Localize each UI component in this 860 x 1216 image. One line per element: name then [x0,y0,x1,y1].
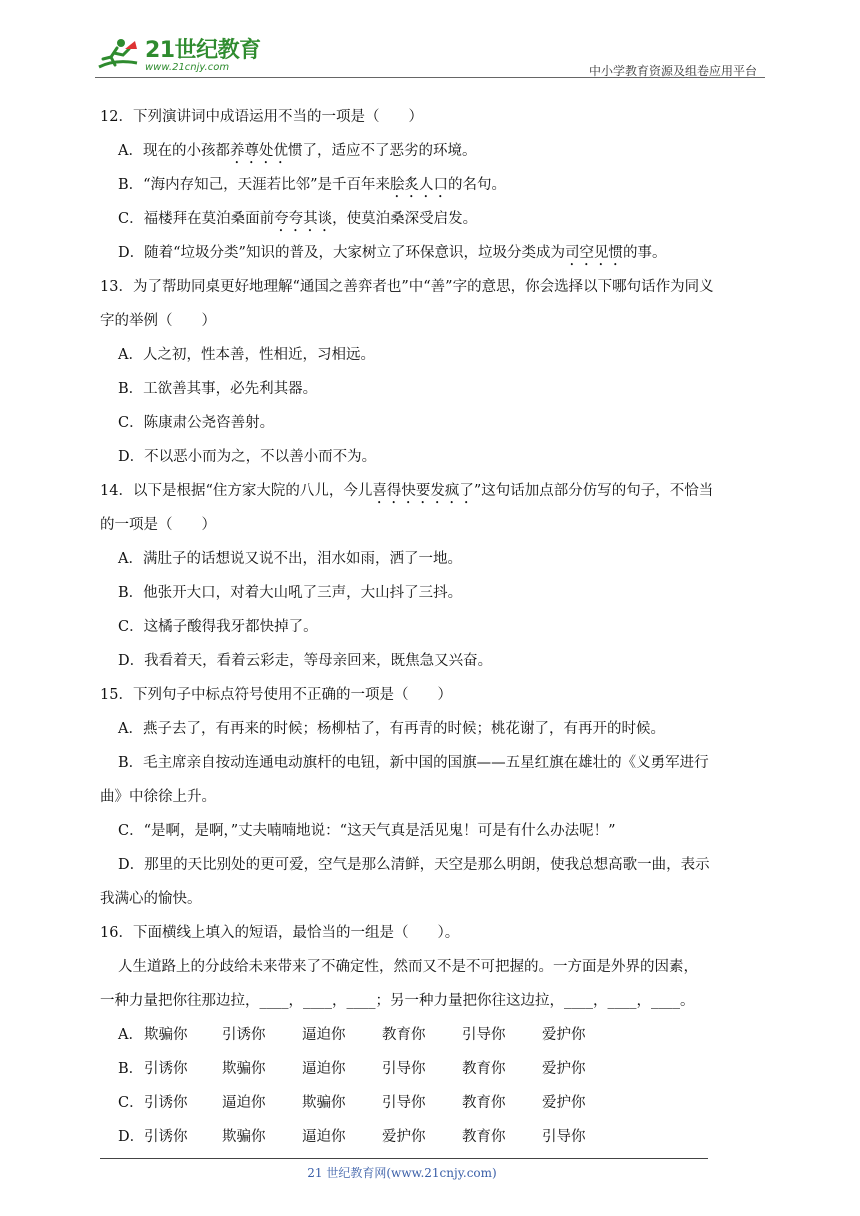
option-item: 引诱你 [222,1027,266,1043]
option-item: 爱护你 [542,1027,586,1043]
question-15-option-b-cont: 曲》中徐徐上升。 [100,789,216,805]
question-14-option-a: A．满肚子的话想说又说不出，泪水如雨，洒了一地。 [118,551,462,567]
option-label: D． [118,1129,145,1145]
text: B．“海内存知己，天涯若比邻”是千百年来 [118,177,390,193]
dotted-text: 养尊处优 [229,143,288,159]
text: C．福楼拜在莫泊桑面前 [118,211,275,227]
option-label: A． [118,1027,143,1043]
question-15-option-d-cont: 我满心的愉快。 [100,891,202,907]
question-15-stem: 15．下列句子中标点符号使用不正确的一项是（ ） [100,687,452,703]
dotted-text: 脍炙人口 [389,177,448,193]
question-14-option-c: C．这橘子酸得我牙都快掉了。 [118,619,318,635]
option-item: 引诱你 [144,1095,188,1111]
question-12-stem: 12．下列演讲词中成语运用不当的一项是（ ） [100,109,423,125]
question-13-option-d: D．不以恶小而为之，不以善小而不为。 [118,449,377,465]
option-item: 引导你 [462,1027,506,1043]
question-15-option-c: C．“是啊，是啊，”丈夫喃喃地说：“这天气真是活见鬼！可是有什么办法呢！” [118,823,616,839]
page-footer: 21 世纪教育网(www.21cnjy.com) [307,1166,497,1180]
text: 惯了，适应不了恶劣的环境。 [287,143,477,159]
question-15-option-b: B．毛主席亲自按动连通电动旗杆的电钮，新中国的国旗——五星红旗在雄壮的《义勇军进行 [118,755,709,771]
text: 14．以下是根据“住方家大院的八儿，今儿 [100,483,373,499]
option-item: 爱护你 [542,1095,586,1111]
option-item: 逼迫你 [222,1095,266,1111]
question-12-option-b [100,168,764,202]
document-body [100,100,764,1154]
platform-name: 中小学教育资源及组卷应用平台 [588,64,757,78]
page-header [95,30,765,78]
question-14-option-d: D．我看着天，看着云彩走，等母亲回来，既焦急又兴奋。 [118,653,493,669]
header-divider [95,77,765,78]
question-16-passage-cont: 一种力量把你往那边拉，____，____，____；另一种力量把你往这边拉，____，____，____。 [100,993,695,1009]
option-label: C． [118,1095,144,1111]
runner-logo-icon [95,37,141,75]
question-16-stem: 16．下面横线上填入的短语，最恰当的一组是（ ）。 [100,925,460,941]
option-label: B． [118,1061,144,1077]
text: A．现在的小孩都 [118,143,230,159]
option-item: 逼迫你 [302,1027,346,1043]
question-14-option-b: B．他张开大口，对着大山吼了三声，大山抖了三抖。 [118,585,463,601]
question-13-option-c: C．陈康肃公尧咨善射。 [118,415,275,431]
question-14-stem-cont: 的一项是（ ） [100,517,216,533]
text: ”这句话加点部分仿写的句子，不恰当 [473,483,714,499]
question-12-option-d [100,236,764,270]
option-item: 教育你 [382,1027,426,1043]
dotted-text: 喜得快要发疯了 [372,483,474,499]
question-13-option-b: B．工欲善其事，必先利其器。 [118,381,318,397]
dotted-text: 夸夸其谈 [274,211,333,227]
option-item: 教育你 [462,1129,506,1145]
site-logo [95,36,261,76]
text: 的事。 [622,245,667,261]
option-item: 欺骗你 [302,1095,346,1111]
option-item: 逼迫你 [302,1129,346,1145]
question-16-option-d [100,1120,764,1154]
question-13-option-a: A．人之初，性本善，性相近，习相远。 [118,347,375,363]
option-item: 爱护你 [542,1061,586,1077]
question-13-stem: 13．为了帮助同桌更好地理解“通国之善弈者也”中“善”字的意思，你会选择以下哪句话作为同义 [100,279,714,295]
question-14-stem [100,474,764,508]
question-15-option-d: D．那里的天比别处的更可爱，空气是那么清鲜，天空是那么明朗，使我总想高歌一曲，表示 [118,857,710,873]
option-item: 欺骗你 [144,1027,188,1043]
question-16-passage: 人生道路上的分歧给未来带来了不确定性，然而又不是不可把握的。一方面是外界的因素， [118,959,698,975]
footer-divider [100,1158,708,1159]
option-item: 教育你 [462,1061,506,1077]
option-item: 引诱你 [144,1129,188,1145]
option-item: 引导你 [542,1129,586,1145]
option-item: 欺骗你 [222,1129,266,1145]
question-12-option-c [100,202,764,236]
text: D．随着“垃圾分类”知识的普及，大家树立了环保意识，垃圾分类成为 [118,245,565,261]
question-16-option-c [100,1086,764,1120]
option-item: 引诱你 [144,1061,188,1077]
text: ，使莫泊桑深受启发。 [332,211,478,227]
option-item: 爱护你 [382,1129,426,1145]
question-16-option-b [100,1052,764,1086]
question-13-stem-cont: 字的举例（ ） [100,313,216,329]
logo-url: www.21cnjy.com [145,61,230,73]
logo-title: 21世纪教育 [145,37,261,63]
option-item: 引导你 [382,1095,426,1111]
text: 的名句。 [447,177,506,193]
option-item: 欺骗你 [222,1061,266,1077]
option-item: 逼迫你 [302,1061,346,1077]
option-item: 引导你 [382,1061,426,1077]
dotted-text: 司空见惯 [564,245,623,261]
question-16-option-a [100,1018,764,1052]
question-12-option-a [100,134,764,168]
option-item: 教育你 [462,1095,506,1111]
question-15-option-a: A．燕子去了，有再来的时候；杨柳枯了，有再青的时候；桃花谢了，有再开的时候。 [118,721,665,737]
